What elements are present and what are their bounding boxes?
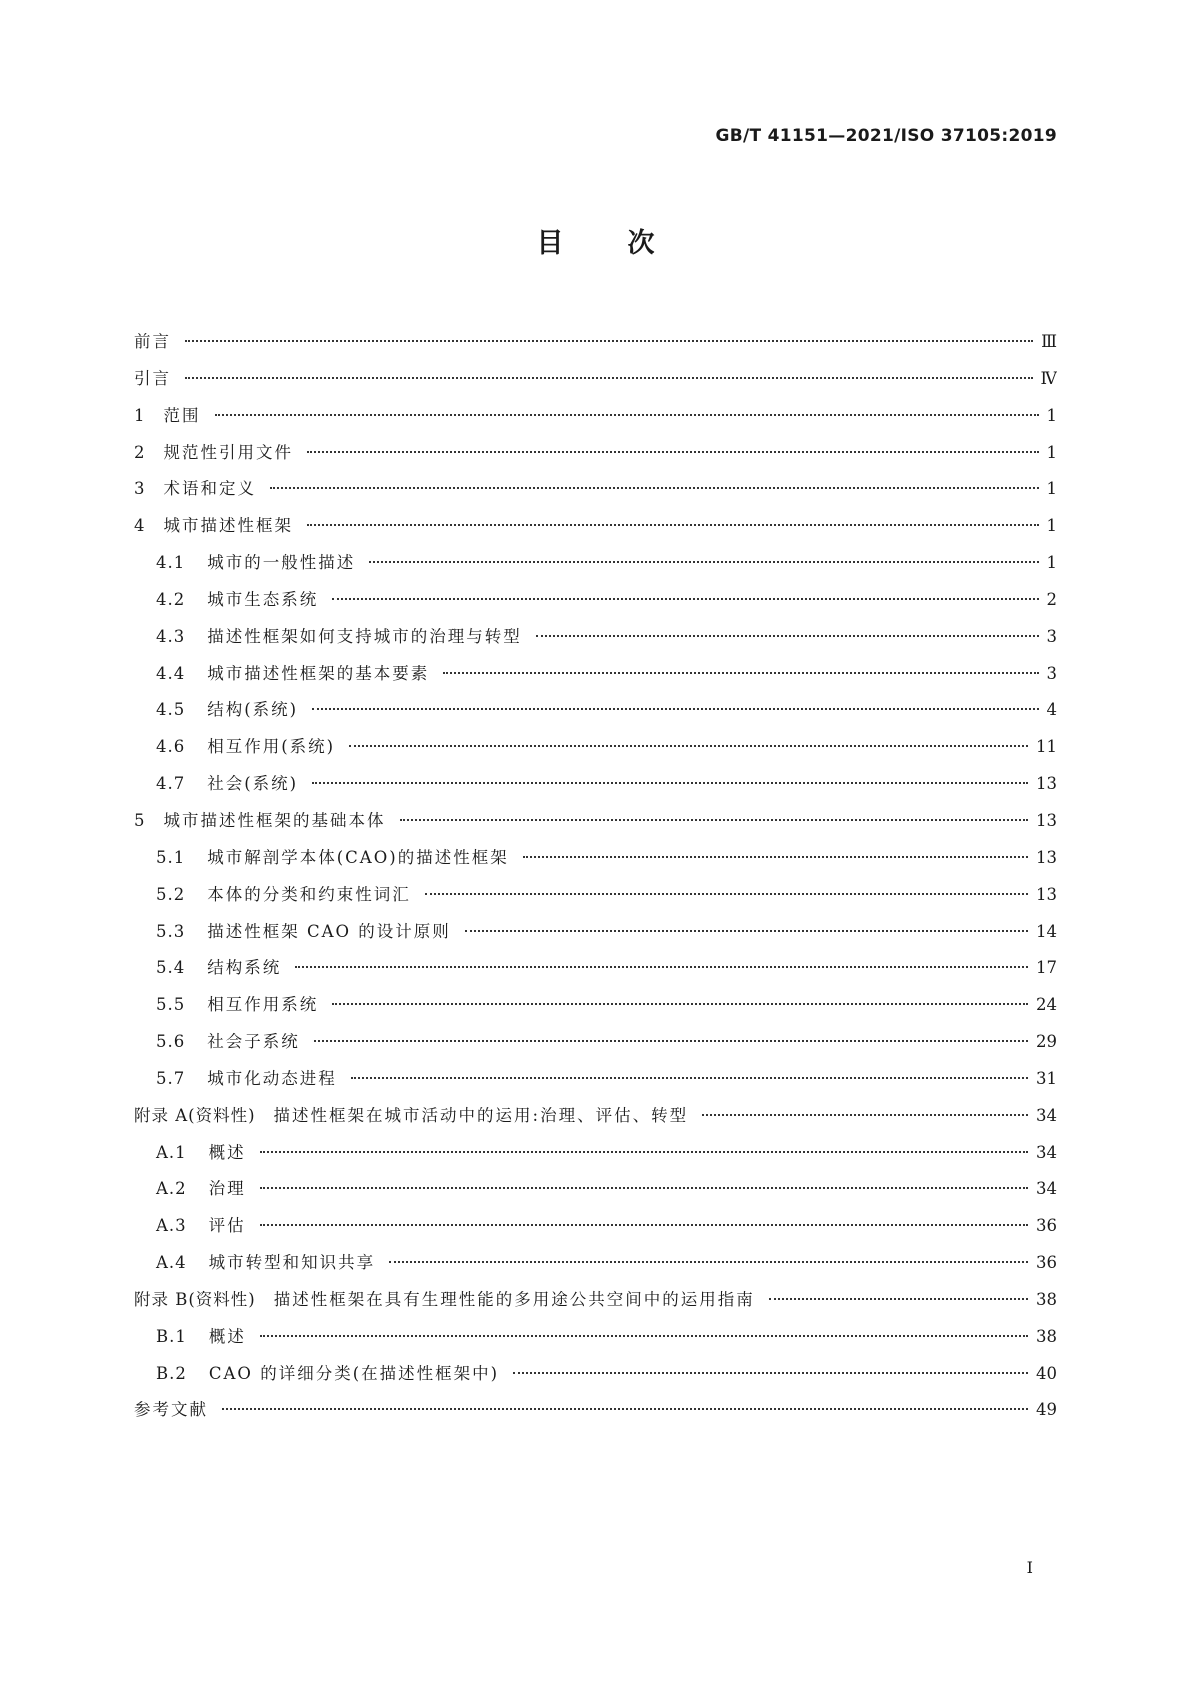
- dot-leader: [295, 966, 1028, 968]
- toc-section-number: 5.1: [156, 847, 186, 867]
- dot-leader: [536, 635, 1039, 637]
- dot-leader: [222, 1408, 1028, 1410]
- toc-entry[interactable]: [134, 692, 1057, 729]
- dot-leader: [425, 893, 1028, 895]
- toc-page-number: 40: [1036, 1363, 1057, 1383]
- toc-section-number: 4.1: [156, 553, 186, 573]
- toc-page-number: 2: [1046, 589, 1057, 609]
- toc-section-number: 5.3: [156, 921, 186, 941]
- toc-entry[interactable]: [134, 1061, 1057, 1098]
- toc-section-number: 5.4: [156, 958, 186, 978]
- dot-leader: [400, 819, 1029, 821]
- dot-leader: [314, 1040, 1028, 1042]
- toc-entry[interactable]: [134, 1208, 1057, 1245]
- dot-leader: [351, 1077, 1028, 1079]
- toc-entry-title: 结构系统: [207, 958, 282, 978]
- toc-page-number: Ⅳ: [1040, 368, 1057, 388]
- dot-leader: [270, 487, 1039, 489]
- toc-entry[interactable]: [134, 508, 1057, 545]
- toc-entry[interactable]: [134, 435, 1057, 472]
- toc-section-number: 5.2: [156, 884, 186, 904]
- toc-entry[interactable]: [134, 1171, 1057, 1208]
- toc-page-number: 1: [1046, 479, 1057, 499]
- dot-leader: [312, 782, 1028, 784]
- toc-page-number: 1: [1046, 516, 1057, 536]
- dot-leader: [332, 1003, 1028, 1005]
- page-title: 目次: [536, 228, 719, 259]
- toc-section-number: A.3: [156, 1216, 187, 1236]
- toc-entry[interactable]: [134, 1319, 1057, 1356]
- toc-entry[interactable]: [134, 914, 1057, 951]
- toc-page-number: 3: [1046, 663, 1057, 683]
- toc-entry[interactable]: [134, 877, 1057, 914]
- toc-entry-title: 结构(系统): [207, 700, 299, 720]
- toc-page-number: 31: [1036, 1068, 1057, 1088]
- toc-entry-title: 城市化动态进程: [207, 1068, 337, 1088]
- toc-entry[interactable]: [134, 1098, 1057, 1135]
- toc-page-number: 24: [1036, 995, 1057, 1015]
- toc-section-number: A.2: [156, 1179, 187, 1199]
- toc-section-number: 5.5: [156, 995, 186, 1015]
- toc-section-number: A.4: [156, 1253, 187, 1273]
- toc-entry[interactable]: [134, 840, 1057, 877]
- dot-leader: [702, 1114, 1028, 1116]
- toc-entry-title: 城市生态系统: [207, 589, 319, 609]
- toc-entry[interactable]: [134, 582, 1057, 619]
- toc-entry-title: 城市描述性框架的基本要素: [207, 663, 430, 683]
- dot-leader: [369, 561, 1038, 563]
- toc-entry-title: CAO 的详细分类(在描述性框架中): [208, 1363, 500, 1383]
- toc-page-number: 34: [1036, 1142, 1057, 1162]
- toc-page-number: 1: [1046, 405, 1057, 425]
- dot-leader: [443, 672, 1038, 674]
- toc-page-number: 1: [1046, 442, 1057, 462]
- toc-entry-title: 城市描述性框架的基础本体: [163, 810, 386, 830]
- table-of-contents: [134, 324, 1057, 1429]
- toc-entry[interactable]: [134, 1245, 1057, 1282]
- toc-page-number: 13: [1036, 810, 1057, 830]
- dot-leader: [260, 1224, 1028, 1226]
- dot-leader: [307, 451, 1039, 453]
- toc-section-number: 4.4: [156, 663, 186, 683]
- toc-entry-title: 社会(系统): [207, 774, 299, 794]
- toc-entry[interactable]: [134, 398, 1057, 435]
- toc-entry-title: 城市解剖学本体(CAO)的描述性框架: [207, 847, 509, 867]
- toc-section-number: 1: [134, 405, 146, 425]
- toc-entry-title: 前言: [134, 332, 171, 351]
- toc-section-number: 4.7: [156, 774, 186, 794]
- toc-entry[interactable]: [134, 656, 1057, 693]
- toc-entry[interactable]: [134, 1356, 1057, 1393]
- toc-section-number: 4.2: [156, 589, 186, 609]
- toc-entry-title: 引言: [134, 368, 171, 388]
- toc-entry[interactable]: [134, 950, 1057, 987]
- toc-section-number: 2: [134, 442, 146, 462]
- toc-section-number: A.1: [156, 1142, 187, 1162]
- toc-entry-title: 本体的分类和约束性词汇: [207, 884, 411, 904]
- toc-entry-title: 城市的一般性描述: [207, 553, 356, 573]
- toc-page-number: 29: [1036, 1032, 1057, 1052]
- dot-leader: [307, 524, 1039, 526]
- toc-entry-title: 相互作用系统: [207, 995, 319, 1015]
- toc-appendix-label: 附录 A(资料性): [134, 1105, 256, 1125]
- toc-section-number: 4: [134, 516, 146, 536]
- toc-page-number: 1: [1046, 553, 1057, 573]
- toc-page-number: 4: [1046, 700, 1057, 720]
- toc-entry-title: 范围: [163, 405, 201, 425]
- toc-entry-title: 描述性框架在城市活动中的运用:治理、评估、转型: [273, 1105, 689, 1125]
- toc-section-number: 5.7: [156, 1068, 186, 1088]
- dot-leader: [523, 856, 1028, 858]
- toc-entry-title: 规范性引用文件: [163, 442, 293, 462]
- dot-leader: [260, 1335, 1028, 1337]
- toc-page-number: 3: [1046, 626, 1057, 646]
- toc-entry-title: 描述性框架在具有生理性能的多用途公共空间中的运用指南: [273, 1289, 755, 1309]
- dot-leader: [465, 930, 1028, 932]
- dot-leader: [513, 1372, 1028, 1374]
- toc-section-number: B.2: [156, 1363, 187, 1383]
- toc-page-number: 49: [1036, 1400, 1057, 1420]
- toc-entry[interactable]: [134, 324, 1057, 361]
- toc-entry[interactable]: [134, 1282, 1057, 1319]
- toc-page-number: 36: [1036, 1253, 1057, 1273]
- dot-leader: [312, 708, 1038, 710]
- toc-page-number: 38: [1036, 1289, 1057, 1309]
- dot-leader: [260, 1151, 1028, 1153]
- toc-entry[interactable]: [134, 619, 1057, 656]
- toc-entry[interactable]: [134, 361, 1057, 398]
- toc-entry-title: 城市转型和知识共享: [208, 1253, 376, 1273]
- toc-section-number: 4.3: [156, 626, 186, 646]
- dot-leader: [769, 1298, 1028, 1300]
- page-number: I: [1026, 1558, 1033, 1577]
- toc-entry[interactable]: [134, 987, 1057, 1024]
- dot-leader: [215, 414, 1039, 416]
- toc-page-number: Ⅲ: [1041, 332, 1057, 351]
- toc-entry-title: 描述性框架 CAO 的设计原则: [207, 921, 451, 941]
- toc-entry[interactable]: [134, 1024, 1057, 1061]
- toc-section-number: 3: [134, 479, 146, 499]
- dot-leader: [332, 598, 1038, 600]
- dot-leader: [260, 1187, 1028, 1189]
- toc-page-number: 36: [1036, 1216, 1057, 1236]
- toc-entry-title: 城市描述性框架: [163, 516, 293, 536]
- toc-entry-title: 社会子系统: [207, 1032, 300, 1052]
- toc-page-number: 34: [1036, 1179, 1057, 1199]
- toc-section-number: 4.6: [156, 737, 186, 757]
- toc-entry-title: 描述性框架如何支持城市的治理与转型: [207, 626, 522, 646]
- toc-section-number: 4.5: [156, 700, 186, 720]
- toc-entry[interactable]: [134, 1135, 1057, 1172]
- toc-page-number: 34: [1036, 1105, 1057, 1125]
- toc-entry[interactable]: [134, 1392, 1057, 1429]
- dot-leader: [185, 377, 1033, 379]
- toc-entry[interactable]: [134, 729, 1057, 766]
- dot-leader: [185, 340, 1033, 342]
- toc-entry[interactable]: [134, 545, 1057, 582]
- toc-section-number: 5.6: [156, 1032, 186, 1052]
- toc-page-number: 13: [1036, 884, 1057, 904]
- toc-section-number: 5: [134, 810, 146, 830]
- toc-page-number: 38: [1036, 1326, 1057, 1346]
- toc-entry-title: 参考文献: [134, 1400, 208, 1420]
- standard-code: GB/T 41151—2021/ISO 37105:2019: [715, 126, 1057, 146]
- toc-entry-title: 术语和定义: [163, 479, 256, 499]
- toc-entry-title: 概述: [208, 1326, 246, 1346]
- toc-appendix-label: 附录 B(资料性): [134, 1289, 256, 1309]
- toc-entry-title: 治理: [208, 1179, 246, 1199]
- toc-page-number: 13: [1036, 774, 1057, 794]
- toc-page-number: 13: [1036, 847, 1057, 867]
- toc-entry-title: 评估: [208, 1216, 246, 1236]
- toc-entry[interactable]: [134, 471, 1057, 508]
- dot-leader: [349, 745, 1028, 747]
- dot-leader: [389, 1261, 1028, 1263]
- toc-section-number: B.1: [156, 1326, 187, 1346]
- toc-entry[interactable]: [134, 803, 1057, 840]
- toc-page-number: 14: [1036, 921, 1057, 941]
- toc-entry-title: 概述: [208, 1142, 246, 1162]
- toc-entry-title: 相互作用(系统): [207, 737, 336, 757]
- toc-page-number: 11: [1036, 737, 1057, 757]
- toc-entry[interactable]: [134, 766, 1057, 803]
- toc-page-number: 17: [1036, 958, 1057, 978]
